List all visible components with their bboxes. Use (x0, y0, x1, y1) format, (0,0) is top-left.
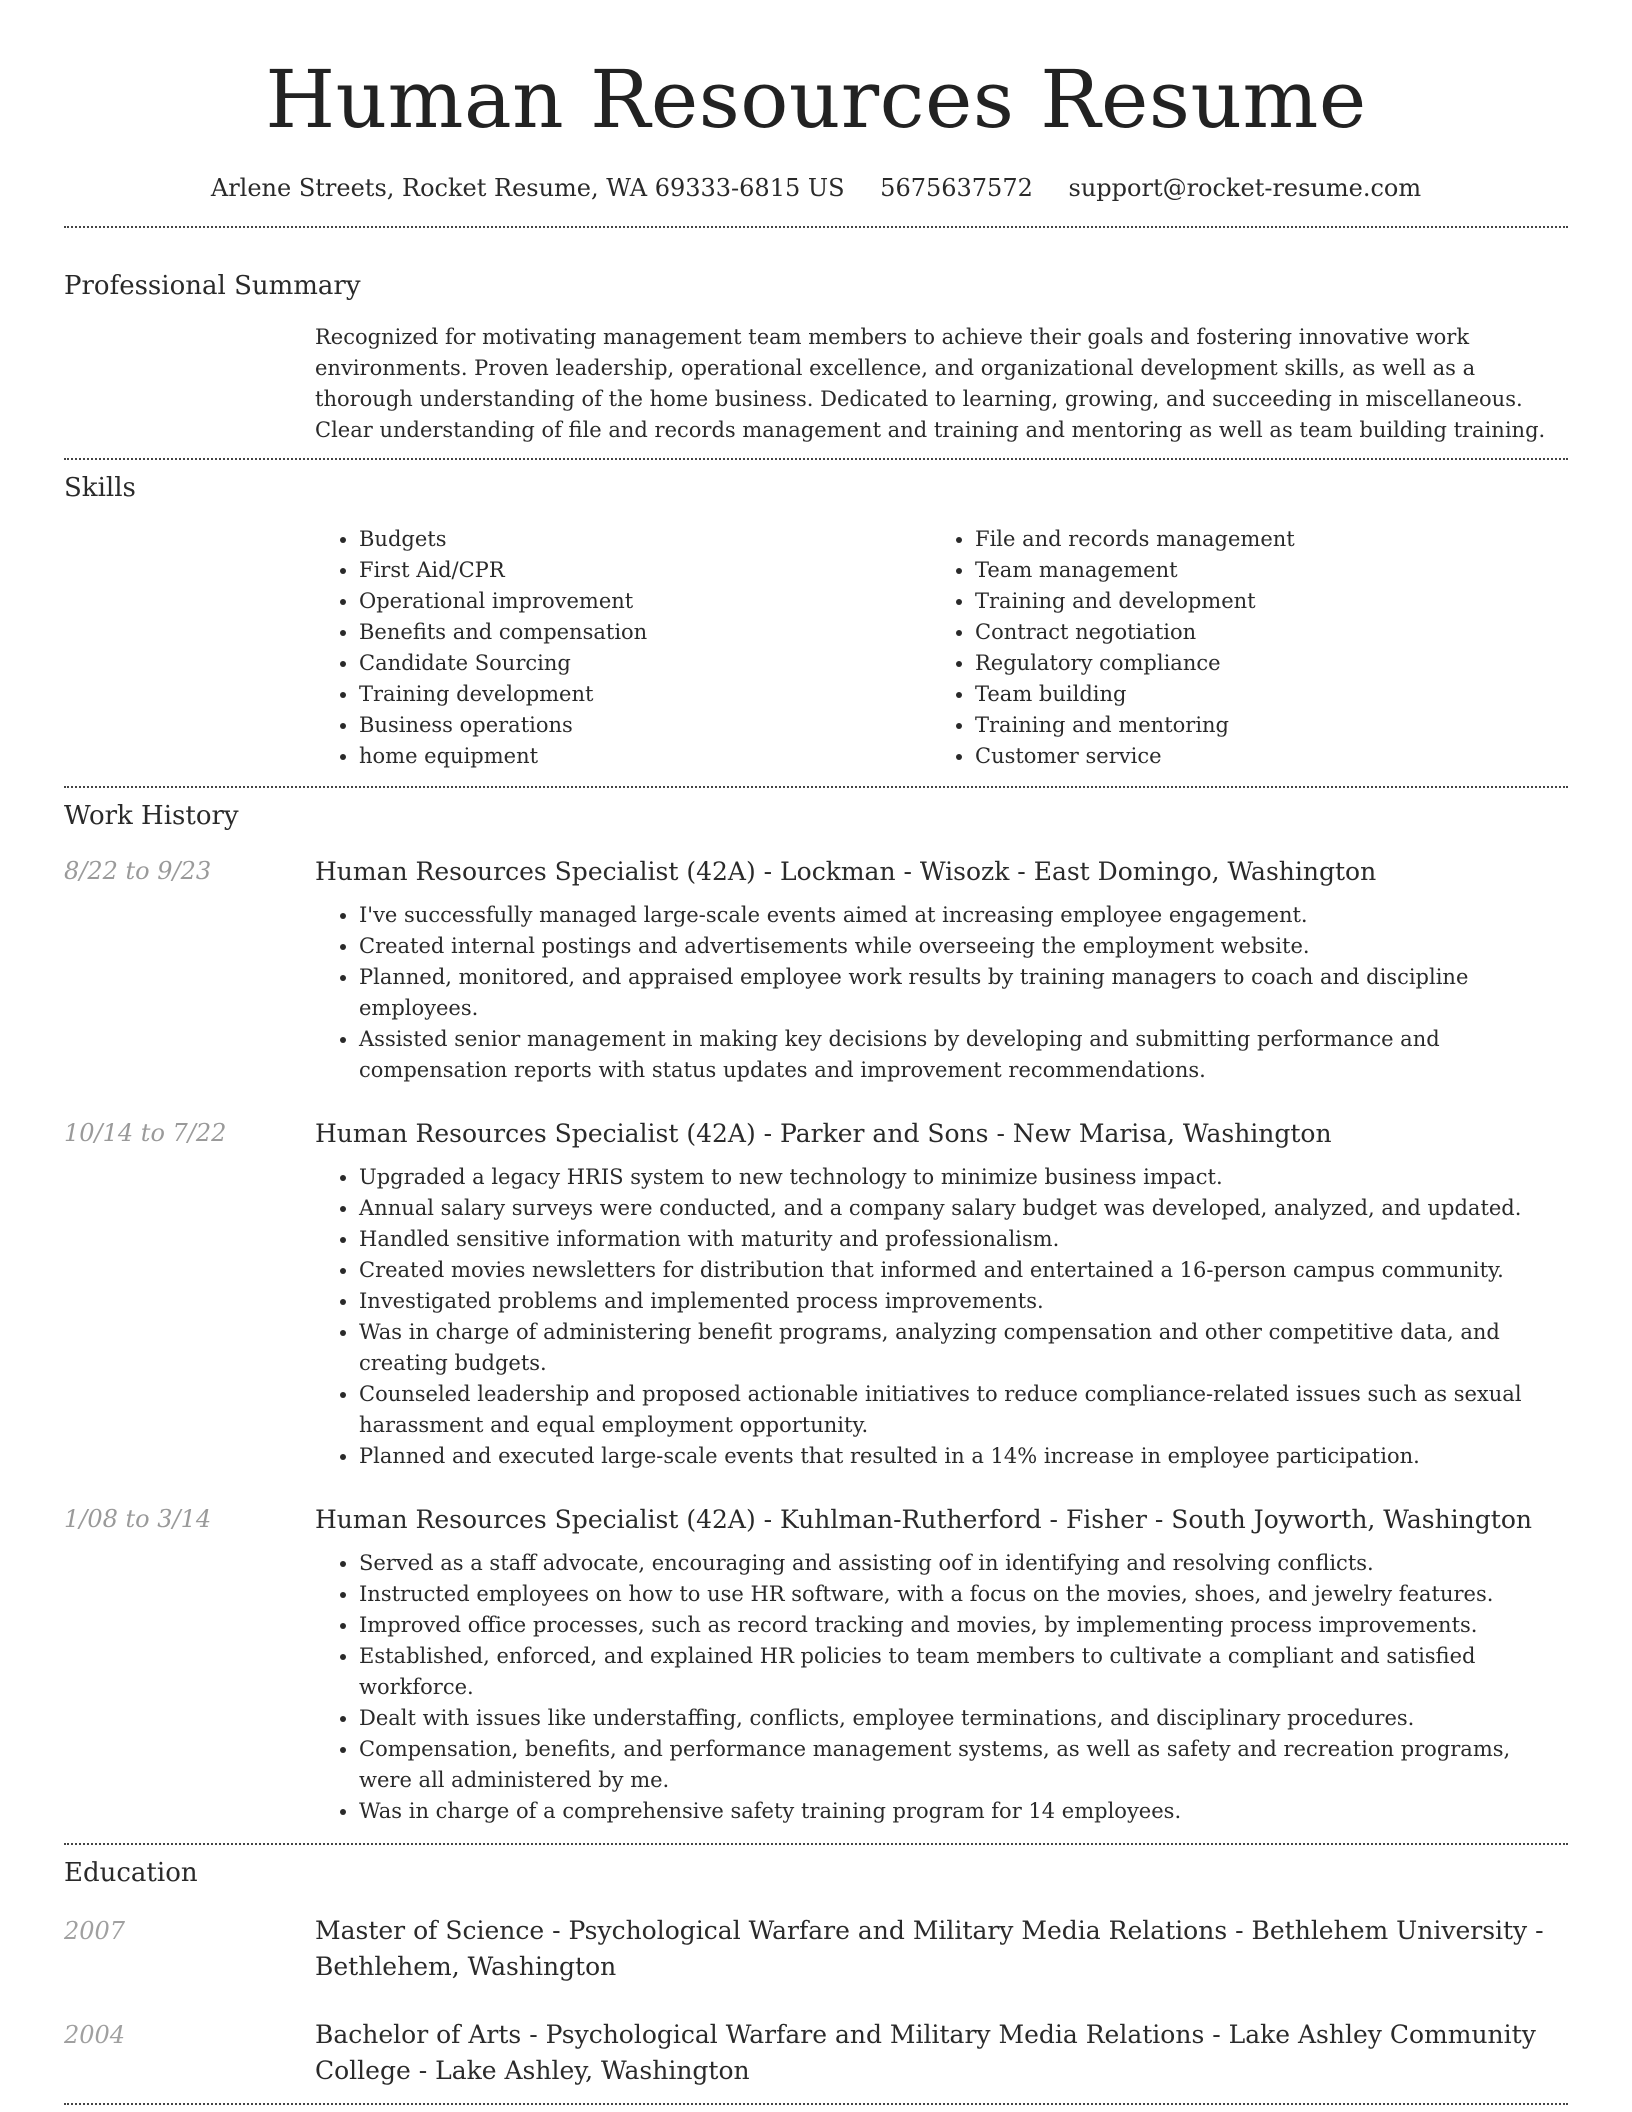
work-section (64, 788, 1568, 1827)
education-entry (64, 1913, 1568, 1985)
education-year: 2007 (64, 1917, 126, 1945)
skill-item: • Business operations (359, 710, 931, 741)
education-year: 2004 (64, 2021, 126, 2049)
job-bullet: • Was in charge of administering benefit programs, analyzing compensation and other competitive data, and creating budgets. (359, 1317, 1568, 1379)
job-bullet: • Counseled leadership and proposed actionable initiatives to reduce compliance-related issues such as sexual harassment and equal employment opportunity. (359, 1379, 1568, 1441)
contact-address: Arlene Streets, Rocket Resume, WA 69333-6815 US (210, 174, 845, 202)
job-bullet: • Served as a staff advocate, encouraging and assisting oof in identifying and resolving conflicts. (359, 1548, 1568, 1579)
job-title: Human Resources Specialist (42A) - Parker and Sons - New Marisa, Washington (315, 1119, 1332, 1148)
job-bullet: • I've successfully managed large-scale events aimed at increasing employee engagement. (359, 900, 1568, 931)
job-entry (64, 1502, 1568, 1827)
job-bullet: • Assisted senior management in making key decisions by developing and submitting performance and compensation reports with status updates and improvement recommendations. (359, 1024, 1568, 1086)
job-dates: 8/22 to 9/23 (64, 857, 212, 885)
skill-item: • Candidate Sourcing (359, 648, 931, 679)
job-entry (64, 854, 1568, 1086)
skills-list-left (315, 524, 931, 772)
contact-email: support@rocket-resume.com (1068, 174, 1422, 202)
education-title: Master of Science - Psychological Warfare and Military Media Relations - Bethlehem University - Bethlehem, Washington (315, 1916, 1544, 1981)
section-title-education: Education (64, 1858, 198, 1888)
skill-item: • Benefits and compensation (359, 617, 931, 648)
job-bullet: • Improved office processes, such as record tracking and movies, by implementing process improvements. (359, 1610, 1568, 1641)
contact-phone: 5675637572 (880, 174, 1033, 202)
job-title: Human Resources Specialist (42A) - Lockman - Wisozk - East Domingo, Washington (315, 857, 1377, 886)
job-entry (64, 1116, 1568, 1472)
summary-section (64, 228, 1568, 446)
job-bullets (315, 1548, 1568, 1827)
job-bullet: • Dealt with issues like understaffing, conflicts, employee terminations, and disciplinary procedures. (359, 1703, 1568, 1734)
skill-item: • Training and mentoring (975, 710, 1491, 741)
skill-item: • Team management (975, 555, 1491, 586)
education-section (64, 1845, 1568, 2089)
job-bullet: • Created movies newsletters for distribution that informed and entertained a 16-person campus community. (359, 1255, 1568, 1286)
skill-item: • Budgets (359, 524, 931, 555)
job-bullet: • Handled sensitive information with maturity and professionalism. (359, 1224, 1568, 1255)
job-bullet: • Upgraded a legacy HRIS system to new technology to minimize business impact. (359, 1162, 1568, 1193)
job-bullet: • Compensation, benefits, and performance management systems, as well as safety and recreation programs, were all administered by me. (359, 1734, 1568, 1796)
job-bullet: • Was in charge of a comprehensive safety training program for 14 employees. (359, 1796, 1568, 1827)
job-bullet: • Established, enforced, and explained HR policies to team members to cultivate a compliant and satisfied workforce. (359, 1641, 1568, 1703)
job-bullet: • Annual salary surveys were conducted, and a company salary budget was developed, analyzed, and updated. (359, 1193, 1568, 1224)
job-dates: 10/14 to 7/22 (64, 1119, 227, 1147)
skills-section (64, 460, 1568, 772)
job-dates: 1/08 to 3/14 (64, 1505, 212, 1533)
skill-item: • home equipment (359, 741, 931, 772)
skill-item: • Contract negotiation (975, 617, 1491, 648)
skill-item: • Customer service (975, 741, 1491, 772)
job-bullet: • Investigated problems and implemented process improvements. (359, 1286, 1568, 1317)
skill-item: • Team building (975, 679, 1491, 710)
skills-list-right (931, 524, 1491, 772)
skill-item: • File and records management (975, 524, 1491, 555)
divider (64, 2103, 1568, 2105)
contact-line (64, 172, 1568, 204)
section-title-summary: Professional Summary (64, 271, 361, 301)
section-title-work: Work History (64, 801, 239, 831)
resume-title: Human Resources Resume (265, 53, 1367, 146)
skill-item: • Regulatory compliance (975, 648, 1491, 679)
job-bullet: • Instructed employees on how to use HR software, with a focus on the movies, shoes, and jewelry features. (359, 1579, 1568, 1610)
skill-item: • First Aid/CPR (359, 555, 931, 586)
job-bullets (315, 1162, 1568, 1472)
skill-item: • Training and development (975, 586, 1491, 617)
education-entry (64, 2017, 1568, 2089)
section-title-skills: Skills (64, 473, 136, 503)
skill-item: • Operational improvement (359, 586, 931, 617)
job-title: Human Resources Specialist (42A) - Kuhlman-Rutherford - Fisher - South Joyworth, Washington (315, 1505, 1532, 1534)
job-bullets (315, 900, 1568, 1086)
job-bullet: • Created internal postings and advertisements while overseeing the employment website. (359, 931, 1568, 962)
summary-text: Recognized for motivating management team members to achieve their goals and fostering innovative work environments. Proven leadership, operational excellence, and organizational development skills, as well as a thorough understanding of the home business. Dedicated to learning, growing, and succeeding in miscellaneous. Clear understanding of file and records management and training and mentoring as well as team building training. (315, 325, 1546, 442)
education-title: Bachelor of Arts - Psychological Warfare and Military Media Relations - Lake Ashley Community College - Lake Ashley, Washington (315, 2020, 1536, 2085)
job-bullet: • Planned, monitored, and appraised employee work results by training managers to coach and discipline employees. (359, 962, 1568, 1024)
job-bullet: • Planned and executed large-scale events that resulted in a 14% increase in employee participation. (359, 1441, 1568, 1472)
skill-item: • Training development (359, 679, 931, 710)
